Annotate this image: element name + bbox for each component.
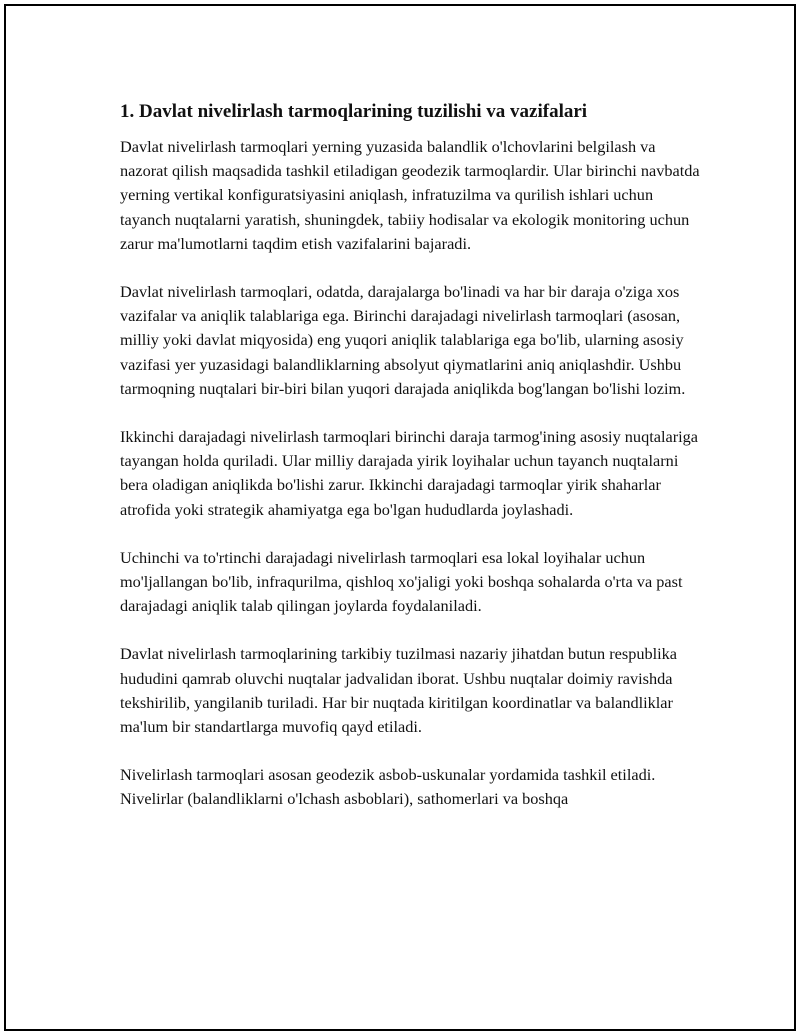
- paragraph: Davlat nivelirlash tarmoqlarining tarkibiy tuzilmasi nazariy jihatdan butun respublika hududini qamrab oluvchi nuqtalar jadvalidan iborat. Ushbu nuqtalar doimiy ravishda tekshirilib, yangilanib turiladi. Har bir nuqtada kiritilgan koordinatlar va balandliklar ma'lum bir standartlarga muvofiq qayd etiladi.: [120, 644, 678, 737]
- document-body: [120, 99, 700, 836]
- section-heading: 1. Davlat nivelirlash tarmoqlarining tuzilishi va vazifalari: [120, 101, 588, 122]
- paragraph: Uchinchi va to'rtinchi darajadagi nivelirlash tarmoqlari esa lokal loyihalar uchun mo'ljallangan bo'lib, infraqurilma, qishloq xo'jaligi yoki boshqa sohalarda o'rta va past darajadagi aniqlik talab qilingan joylarda foydalaniladi.: [120, 547, 683, 616]
- paragraph: Davlat nivelirlash tarmoqlari yerning yuzasida balandlik o'lchovlarini belgilash va nazorat qilish maqsadida tashkil etiladigan geodezik tarmoqlardir. Ular birinchi navbatda yerning vertikal konfiguratsiyasini aniqlash, infratuzilma va qurilish ishlari uchun tayanch nuqtalarni yaratish, shuningdek, tabiiy hodisalar va ekologik monitoring uchun zarur ma'lumotlarni taqdim etish vazifalarini bajaradi.: [120, 137, 700, 253]
- paragraph: Ikkinchi darajadagi nivelirlash tarmoqlari birinchi daraja tarmog'ining asosiy nuqtalariga tayangan holda quriladi. Ular milliy darajada yirik loyihalar uchun tayanch nuqtalarni bera oladigan aniqlikda bo'lishi zarur. Ikkinchi darajadagi tarmoqlar yirik shaharlar atrofida yoki strategik ahamiyatga ega bo'lgan hududlarda joylashadi.: [120, 427, 699, 519]
- paragraph: Nivelirlash tarmoqlari asosan geodezik asbob-uskunalar yordamida tashkil etiladi. Nivelirlar (balandliklarni o'lchash asboblari), sathomerlari va boshqa: [120, 765, 656, 809]
- document-page: [4, 4, 796, 1031]
- paragraph: Davlat nivelirlash tarmoqlari, odatda, darajalarga bo'linadi va har bir daraja o'ziga xos vazifalar va aniqlik talablariga ega. Birinchi darajadagi nivelirlash tarmoqlari (asosan, milliy yoki davlat miqyosida) eng yuqori aniqlik talablariga ega bo'lib, ularning asosiy vazifasi yer yuzasidagi balandliklarning absolyut qiymatlarini aniq aniqlashdir. Ushbu tarmoqning nuqtalari bir-biri bilan yuqori darajada aniqlikda bog'langan bo'lishi lozim.: [120, 282, 686, 398]
